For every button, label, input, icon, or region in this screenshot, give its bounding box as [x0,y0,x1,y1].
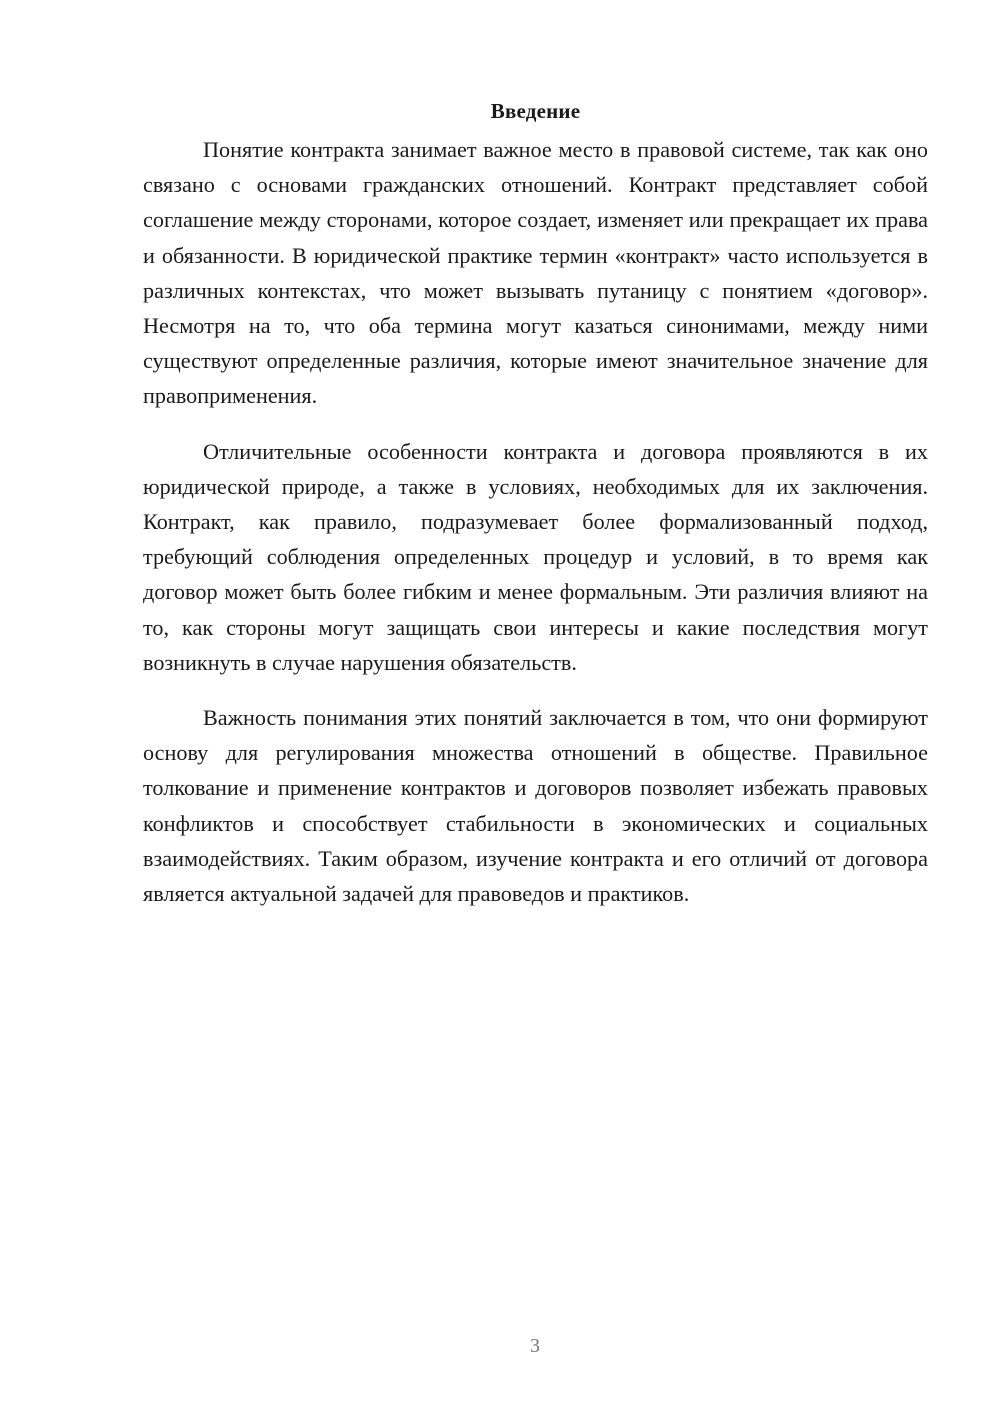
paragraph-1: Понятие контракта занимает важное место в правовой системе, так как оно связано с основами гражданских отношений. Контракт представляет собой соглашение между сторонами, которое создает, изменяет или прекращает их права и обязанности. В юридической практике термин «контракт» часто используется в различных контекстах, что может вызывать путаницу с понятием «договор». Несмотря на то, что оба термина могут казаться синонимами, между ними существуют определенные различия, которые имеют значительное значение для правоприменения. [143,137,928,409]
page-number: 3 [530,1335,540,1357]
paragraph-3: Важность понимания этих понятий заключается в том, что они формируют основу для регулирования множества отношений в обществе. Правильное толкование и применение контрактов и договоров позволяет избежать правовых конфликтов и способствует стабильности в экономических и социальных взаимодействиях. Таким образом, изучение контракта и его отличий от договора является актуальной задачей для правоведов и практиков. [143,705,928,907]
section-heading: Введение [490,99,581,123]
paragraph-2: Отличительные особенности контракта и договора проявляются в их юридической природе, а также в условиях, необходимых для их заключения. Контракт, как правило, подразумевает более формализованный подход, требующий соблюдения определенных процедур и условий, в то время как договор может быть более гибким и менее формальным. Эти различия влияют на то, как стороны могут защищать свои интересы и какие последствия могут возникнуть в случае нарушения обязательств. [143,438,928,675]
page-content [143,96,928,931]
